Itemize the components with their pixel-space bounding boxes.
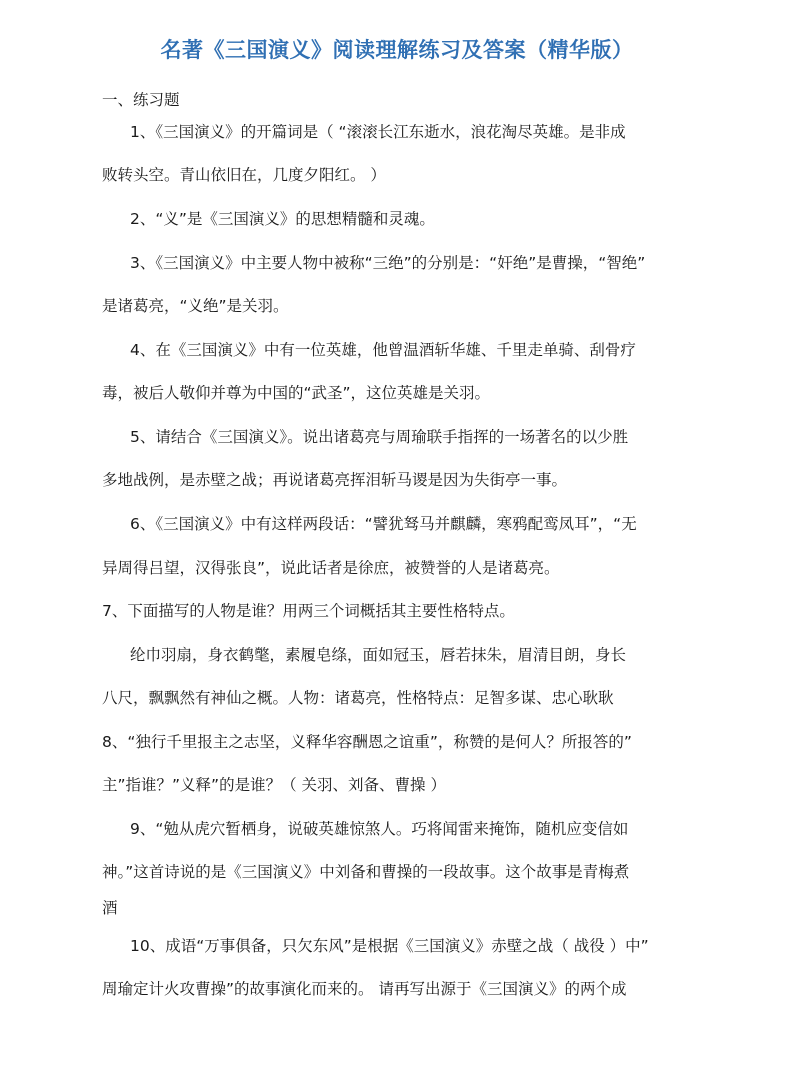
- text-line: 是诸葛亮，“义绝”是关羽。: [102, 297, 289, 315]
- section-heading: 一、练习题: [102, 91, 180, 109]
- text-line: 多地战例，是赤壁之战；再说诸葛亮挥泪斩马谡是因为失街亭一事。: [102, 471, 568, 489]
- text-line: 6、《三国演义》中有这样两段话：“譬犹驽马并麒麟，寒鸦配鸾凤耳”，“无: [130, 515, 637, 533]
- text-line: 毒，被后人敬仰并尊为中国的“武圣”，这位英雄是关羽。: [102, 384, 491, 402]
- text-line: 2、“义”是《三国演义》的思想精髓和灵魂。: [130, 210, 435, 228]
- text-line: 神。”这首诗说的是《三国演义》中刘备和曹操的一段故事。这个故事是青梅煮: [102, 863, 630, 881]
- text-line: 10、成语“万事俱备，只欠东风”是根据《三国演义》赤壁之战（ 战役 ）中”: [130, 937, 649, 955]
- text-line: 5、请结合《三国演义》。说出诸葛亮与周瑜联手指挥的一场著名的以少胜: [130, 428, 629, 446]
- text-line: 1、《三国演义》的开篇词是（ “滚滚长江东逝水，浪花淘尽英雄。是非成: [130, 123, 626, 141]
- text-line: 异周得吕望，汉得张良”，说此话者是徐庶，被赞誉的人是诸葛亮。: [102, 559, 560, 577]
- text-line: 7、下面描写的人物是谁？用两三个词概括其主要性格特点。: [102, 602, 515, 620]
- document-title: 名著《三国演义》阅读理解练习及答案（精华版）: [160, 38, 634, 62]
- text-line: 9、“勉从虎穴暂栖身，说破英雄惊煞人。巧将闻雷来掩饰，随机应变信如: [130, 820, 629, 838]
- text-line: 4、在《三国演义》中有一位英雄，他曾温酒斩华雄、千里走单骑、刮骨疗: [130, 341, 636, 359]
- text-line: 纶巾羽扇，身衣鹤氅，素履皂绦，面如冠玉，唇若抹朱，眉清目朗，身长: [130, 646, 627, 664]
- text-line: 酒: [102, 899, 118, 917]
- text-line: 八尺，飘飘然有神仙之概。人物：诸葛亮，性格特点：足智多谋、忠心耿耿: [102, 689, 614, 707]
- text-line: 败转头空。青山依旧在，几度夕阳红。 ）: [102, 166, 386, 184]
- text-line: 周瑜定计火攻曹操”的故事演化而来的。 请再写出源于《三国演义》的两个成: [102, 980, 627, 998]
- text-line: 主”指谁？”义释”的是谁？（ 关羽、刘备、曹操 ）: [102, 776, 446, 794]
- text-line: 8、“独行千里报主之志坚，义释华容酬恩之谊重”，称赞的是何人？所报答的”: [102, 733, 632, 751]
- text-line: 3、《三国演义》中主要人物中被称“三绝”的分别是：“奸绝”是曹操，“智绝”: [130, 254, 646, 272]
